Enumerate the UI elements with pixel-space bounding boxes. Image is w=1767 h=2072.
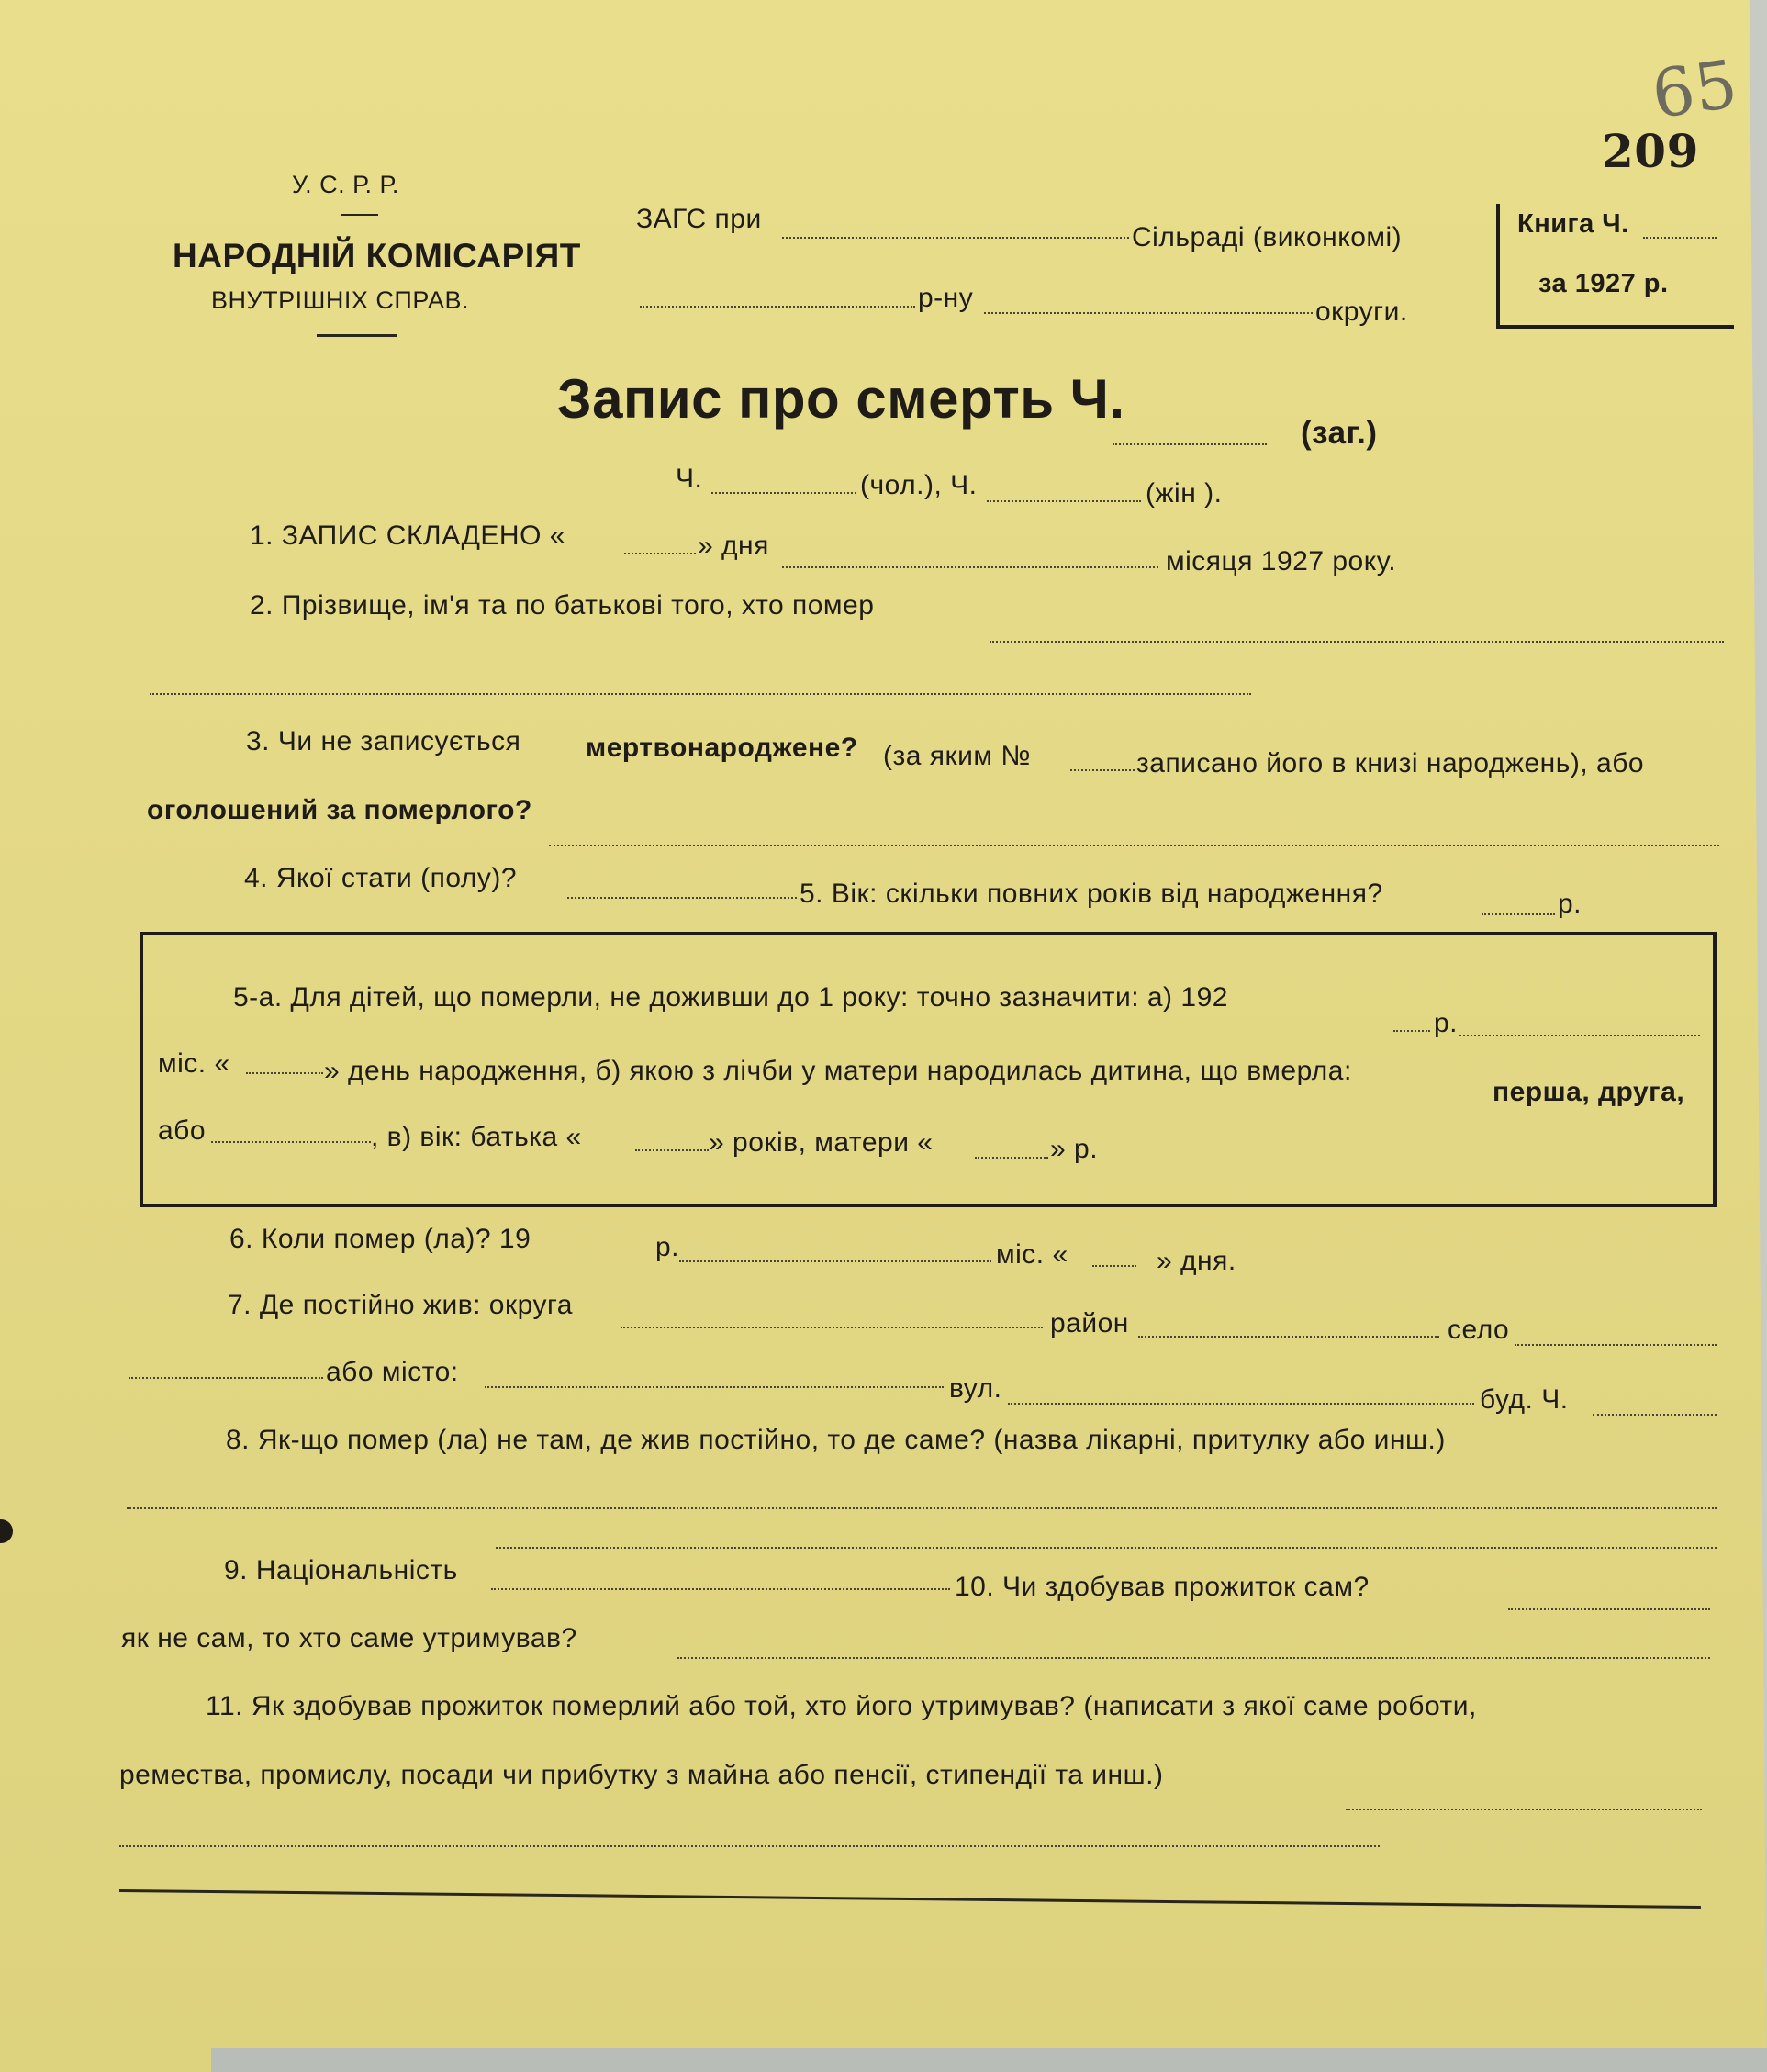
f7-selo-label: село [1448,1315,1510,1345]
okruha-field[interactable] [984,312,1313,314]
f4-sex-field[interactable] [567,897,797,899]
male-number-field[interactable] [711,492,856,494]
header-divider [341,214,378,216]
f7-city-field[interactable] [485,1386,944,1388]
f3-number-label: (за яким № [883,741,1032,771]
f7-city-label: або місто: [326,1357,459,1387]
okruhy-label: округи. [1315,297,1408,327]
f5a-mother-label: » років, матери « [709,1127,934,1158]
f3-field[interactable] [549,845,1719,846]
f6-month-field[interactable] [679,1260,991,1262]
f4-label: 4. Якої стати (полу)? [244,863,518,893]
f5a-father-label: , в) вік: батька « [371,1122,582,1152]
f6-year-unit: р. [655,1232,680,1262]
f3-label: 3. Чи не записується [246,726,521,756]
f6-label: 6. Коли помер (ла)? 19 [229,1224,531,1254]
f3-number-field[interactable] [1070,769,1135,771]
f2-name-field[interactable] [990,641,1724,643]
female-number-field[interactable] [987,500,1141,502]
f3-stillborn: мертвонароджене? [586,733,858,763]
f7-rayon-label: район [1050,1308,1129,1338]
commissariat-label: НАРОДНІЙ КОМІСАРІЯТ [173,237,581,274]
rayon-label: р-ну [918,283,974,313]
f5a-line2-mid: » день народження, б) якою з лічби у матери народилась дитина, що вмерла: [324,1056,1352,1086]
f5-age-field[interactable] [1482,913,1555,915]
header-divider-2 [317,334,397,337]
f7-building-field[interactable] [1593,1414,1717,1416]
f8-place-field-2[interactable] [496,1547,1717,1549]
f5a-month-field[interactable] [1459,1035,1700,1036]
f5a-father-age-field[interactable] [635,1149,709,1151]
f7-rayon-field[interactable] [1138,1336,1439,1338]
zags-field[interactable] [782,237,1129,239]
background-strip [211,2048,1767,2072]
f10-supporter-label: як не сам, то хто саме утримував? [121,1623,577,1653]
selrada-label: Сільраді (виконкомі) [1132,222,1403,252]
f5a-line2-start: міс. « [158,1048,230,1079]
f9-nationality-field[interactable] [491,1588,950,1590]
f11-field[interactable] [1346,1809,1702,1810]
f5-label: 5. Вік: скільки повних років від народження? [800,879,1383,909]
f5-unit: р. [1558,889,1582,919]
f5a-day-field[interactable] [246,1072,323,1074]
f6-month-label: міс. « [996,1239,1068,1270]
f5a-birth-order: перша, друга, [1493,1077,1685,1107]
republic-label: У. С. Р. Р. [292,171,399,198]
f8-label: 8. Як-що помер (ла) не там, де жив постійно, то де саме? (назва лікарні, притулку або инш.) [226,1425,1446,1455]
f5a-year-unit: р. [1434,1008,1459,1038]
f5a-year-field[interactable] [1393,1030,1430,1032]
f1-month-field[interactable] [782,566,1158,568]
f1-label: 1. ЗАПИС СКЛАДЕНО « [250,521,565,551]
f5a-mother-unit: » р. [1050,1134,1099,1164]
rayon-field[interactable] [640,306,915,308]
f5a-line3-or: або [158,1115,207,1146]
f5a-line1: 5-а. Для дітей, що померли, не доживши до 1 року: точно зазначити: а) 192 [233,982,1228,1013]
num-prefix: Ч. [676,464,703,494]
f5a-order-field[interactable] [211,1141,371,1143]
f11-line1: 11. Як здобував прожиток померлий або той, хто його утримував? (написати з якої саме роботи, [206,1691,1477,1721]
total-label: (заг.) [1301,415,1378,451]
f3-declared-dead: оголошений за померлого? [147,795,532,825]
book-number-field[interactable] [1643,237,1717,239]
f1-year-label: місяця 1927 року. [1166,546,1397,577]
page-title: Запис про смерть Ч. [557,368,1125,430]
record-number-field[interactable] [1113,443,1267,445]
department-label: ВНУТРІШНІХ СПРАВ. [211,286,470,314]
f7-village-extra-field[interactable] [129,1377,323,1379]
f11-field-2[interactable] [119,1845,1380,1847]
f5a-mother-age-field[interactable] [975,1157,1048,1159]
f1-day-label: » дня [698,531,769,561]
male-label: (чол.), Ч. [860,470,978,500]
zags-label: ЗАГС при [636,204,762,234]
f6-day-field[interactable] [1092,1265,1136,1267]
f2-label: 2. Прізвище, ім'я та по батькові того, хто помер [250,590,875,621]
f6-day-label: » дня. [1157,1246,1236,1276]
f8-place-field[interactable] [127,1507,1717,1509]
f1-day-field[interactable] [624,553,696,554]
f3-registered-label: записано його в книзі народжень), або [1136,748,1645,778]
f7-street-field[interactable] [1008,1403,1474,1405]
f9-label: 9. Національність [224,1555,458,1585]
book-label: Книга Ч. [1517,209,1629,239]
f2-name-field-2[interactable] [150,693,1251,695]
f7-selo-field[interactable] [1515,1344,1717,1346]
f10-label: 10. Чи здобував прожиток сам? [955,1572,1370,1602]
f7-building-label: буд. Ч. [1480,1384,1569,1415]
f7-street-label: вул. [949,1373,1002,1404]
f7-label: 7. Де постійно жив: округа [228,1290,573,1320]
female-label: (жін ). [1146,478,1223,509]
f10-supporter-field[interactable] [677,1657,1710,1659]
handwritten-folio-top: 65 [1647,44,1743,134]
f7-okruha-field[interactable] [621,1327,1043,1328]
book-year: за 1927 р. [1538,269,1669,298]
handwritten-folio-number: 209 [1602,124,1699,178]
f11-line2: ремества, промислу, посади чи прибутку з майна або пенсії, стипендії та инш.) [119,1760,1164,1790]
f10-field[interactable] [1508,1608,1710,1610]
